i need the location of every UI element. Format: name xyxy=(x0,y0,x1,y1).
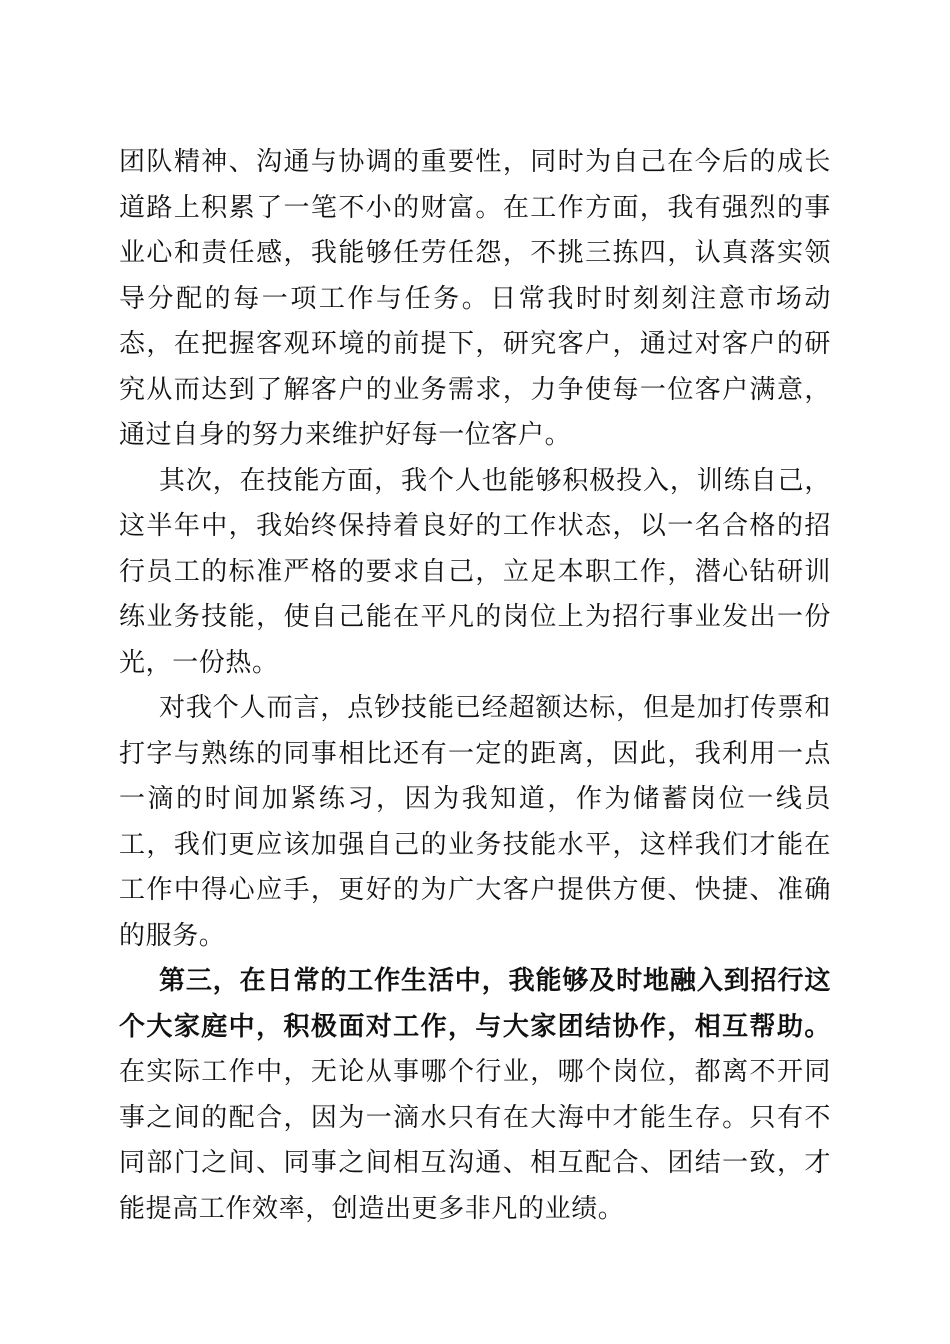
paragraph-skills: 其次，在技能方面，我个人也能够积极投入，训练自己，这半年中，我始终保持着良好的工作状态，以一名合格的招行员工的标准严格的要求自己，立足本职工作，潜心钻研训练业务技能，使自己能在平凡的岗位上为招行事业发出一份光，一份热。 xyxy=(119,465,831,678)
paragraph-third xyxy=(119,959,831,1232)
paragraph-third-body: 在实际工作中，无论从事哪个行业，哪个岗位，都离不开同事之间的配合，因为一滴水只有在大海中才能生存。只有不同部门之间、同事之间相互沟通、相互配合、团结一致，才能提高工作效率，创造出更多非凡的业绩。 xyxy=(119,1057,831,1224)
document-body xyxy=(119,140,831,1232)
paragraph-personal: 对我个人而言，点钞技能已经超额达标，但是加打传票和打字与熟练的同事相比还有一定的距离，因此，我利用一点一滴的时间加紧练习，因为我知道，作为储蓄岗位一线员工，我们更应该加强自己的业务技能水平，这样我们才能在工作中得心应手，更好的为广大客户提供方便、快捷、准确的服务。 xyxy=(119,693,831,951)
paragraph-teamwork: 团队精神、沟通与协调的重要性，同时为自己在今后的成长道路上积累了一笔不小的财富。在工作方面，我有强烈的事业心和责任感，我能够任劳任怨，不挑三拣四，认真落实领导分配的每一项工作与任务。日常我时时刻刻注意市场动态，在把握客观环境的前提下，研究客户，通过对客户的研究从而达到了解客户的业务需求，力争使每一位客户满意，通过自身的努力来维护好每一位客户。 xyxy=(119,147,831,450)
paragraph-third-bold-lead: 第三，在日常的工作生活中，我能够及时地融入到招行这个大家庭中，积极面对工作，与大家团结协作，相互帮助。 xyxy=(119,966,831,1042)
